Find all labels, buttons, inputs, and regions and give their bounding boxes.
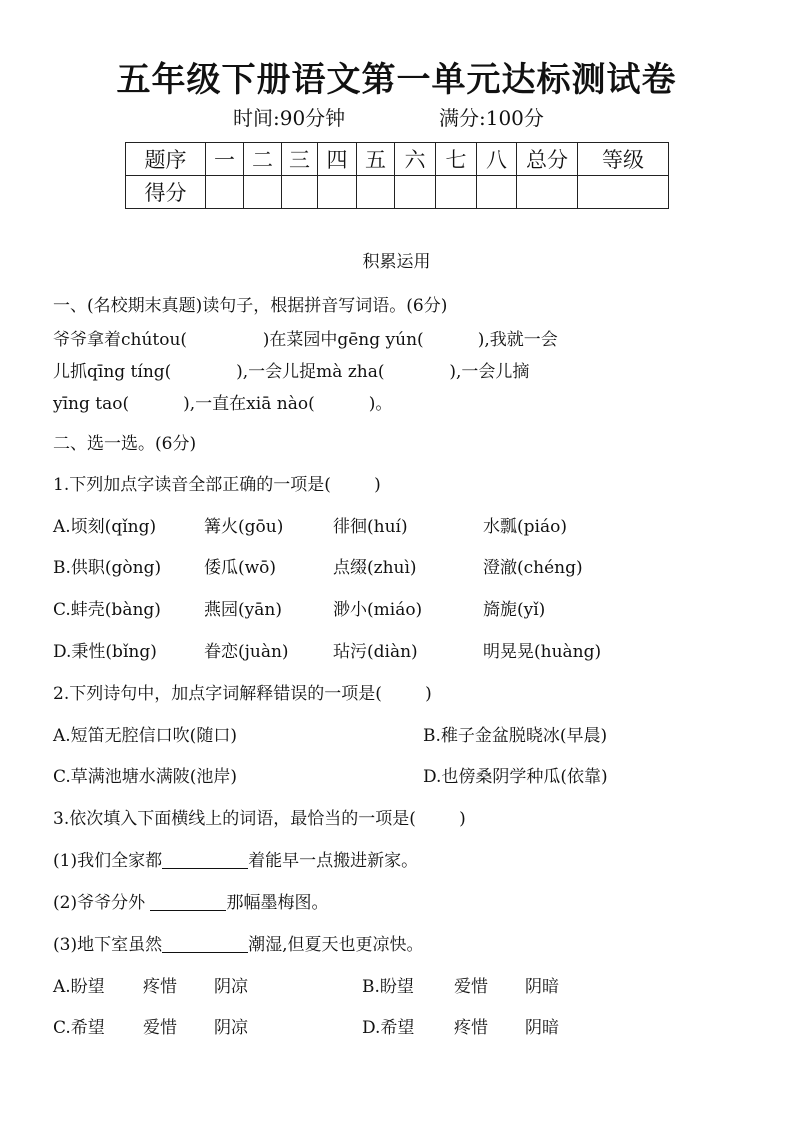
score-table-cell: 八 [477,143,517,176]
q2-s2-option: D.也傍桑阴学种瓜(依靠) [423,767,608,787]
q2-s3-item-post: 着能早一点搬进新家。 [248,851,419,871]
q2-s1-option-word: 明晃晃(huàng) [483,642,602,662]
q2-s1-option-word: 徘徊(huí) [333,517,408,537]
q2-s1-option: D.秉性(bǐng) [53,642,157,662]
q2-s1-option-word: 澄澈(chéng) [483,558,583,578]
q2-s3-item-post: 潮湿,但夏天也更凉快。 [248,935,424,955]
q2-s1-option: C.蚌壳(bàng) [53,600,161,620]
q2-s2-question: 2.下列诗句中，加点字词解释错误的一项是( ) [53,684,432,704]
q2-s1-option-word: 燕园(yān) [204,600,282,620]
score-input-cell[interactable] [436,176,477,209]
score-table-cell: 六 [395,143,436,176]
q2-s3-question: 3.依次填入下面横线上的词语，最恰当的一项是( ) [53,809,466,829]
score-table-cell: 五 [357,143,395,176]
q2-s1-option-word: 水瓢(piáo) [483,517,567,537]
q2-s3-option-word: 阴凉 [214,977,248,997]
score-table-cell: 得分 [126,176,206,209]
q2-s2-option: B.稚子金盆脱晓冰(早晨) [423,726,608,746]
q2-s2-option: C.草满池塘水满陂(池岸) [53,767,238,787]
score-table-cell: 等级 [578,143,669,176]
score-input-cell[interactable] [517,176,578,209]
q1-line: 儿抓qīng tíng( ),一会儿捉mà zha( ),一会儿摘 [53,362,530,382]
score-input-cell[interactable] [357,176,395,209]
q2-s3-item-pre: (1)我们全家都 [53,851,163,871]
q1-line: 爷爷拿着chútou( )在菜园中gēng yún( ),我就一会 [53,330,558,350]
fill-blank[interactable] [162,934,248,953]
score-input-cell[interactable] [477,176,517,209]
score-table-cell: 总分 [517,143,578,176]
exam-time: 时间:90分钟 [233,106,346,130]
score-input-cell[interactable] [282,176,318,209]
q2-s1-option: A.顷刻(qǐng) [53,517,157,537]
exam-full-score: 满分:100分 [439,106,544,130]
q2-s3-option: B.盼望 [362,977,414,997]
q2-s3-option-word: 阴暗 [525,1018,559,1038]
q2-s3-item [53,846,418,871]
q2-s3-option: C.希望 [53,1018,105,1038]
q2-s3-item-post: 那幅墨梅图。 [226,893,329,913]
q2-s1-question: 1.下列加点字读音全部正确的一项是( ) [53,475,381,495]
q2-s3-option-word: 阴暗 [525,977,559,997]
score-table-cell: 一 [206,143,244,176]
q2-s3-option: A.盼望 [53,977,105,997]
q2-s1-option-word: 玷污(diàn) [333,642,418,662]
q2-s3-item [53,930,424,955]
q2-s3-option-word: 爱惜 [143,1018,177,1038]
q2-heading: 二、选一选。(6分) [53,434,197,454]
q2-s1-option-word: 渺小(miáo) [333,600,423,620]
q2-s3-option-word: 疼惜 [454,1018,488,1038]
score-table [125,142,669,209]
fill-blank[interactable] [150,892,226,911]
q2-s1-option-word: 点缀(zhuì) [333,558,417,578]
q2-s3-item-pre: (2)爷爷分外 [53,893,151,913]
score-input-cell[interactable] [206,176,244,209]
q2-s1-option-word: 旖旎(yǐ) [483,600,546,620]
q2-s1-option: B.供职(gòng) [53,558,162,578]
score-table-cell: 四 [318,143,357,176]
score-table-cell: 三 [282,143,318,176]
score-table-score-row [126,176,669,209]
q2-s1-option-word: 篝火(gōu) [204,517,284,537]
score-table-cell: 题序 [126,143,206,176]
score-table-cell: 七 [436,143,477,176]
q2-s2-option: A.短笛无腔信口吹(随口) [53,726,237,746]
q2-s1-option-word: 倭瓜(wō) [204,558,277,578]
q1-line: yīng tao( ),一直在xiā nào( )。 [53,394,393,414]
q1-heading: 一、(名校期末真题)读句子，根据拼音写词语。(6分) [53,296,448,316]
score-table-cell: 二 [244,143,282,176]
q2-s3-item [53,888,328,913]
q2-s3-option-word: 疼惜 [143,977,177,997]
score-input-cell[interactable] [395,176,436,209]
q2-s3-option: D.希望 [362,1018,415,1038]
score-input-cell[interactable] [244,176,282,209]
section-title: 积累运用 [362,252,431,272]
score-input-cell[interactable] [318,176,357,209]
grade-input-cell[interactable] [578,176,669,209]
score-table-header-row [126,143,669,176]
q2-s1-option-word: 眷恋(juàn) [204,642,289,662]
q2-s3-option-word: 爱惜 [454,977,488,997]
exam-title: 五年级下册语文第一单元达标测试卷 [116,60,677,100]
q2-s3-option-word: 阴凉 [214,1018,248,1038]
fill-blank[interactable] [162,850,248,869]
q2-s3-item-pre: (3)地下室虽然 [53,935,163,955]
